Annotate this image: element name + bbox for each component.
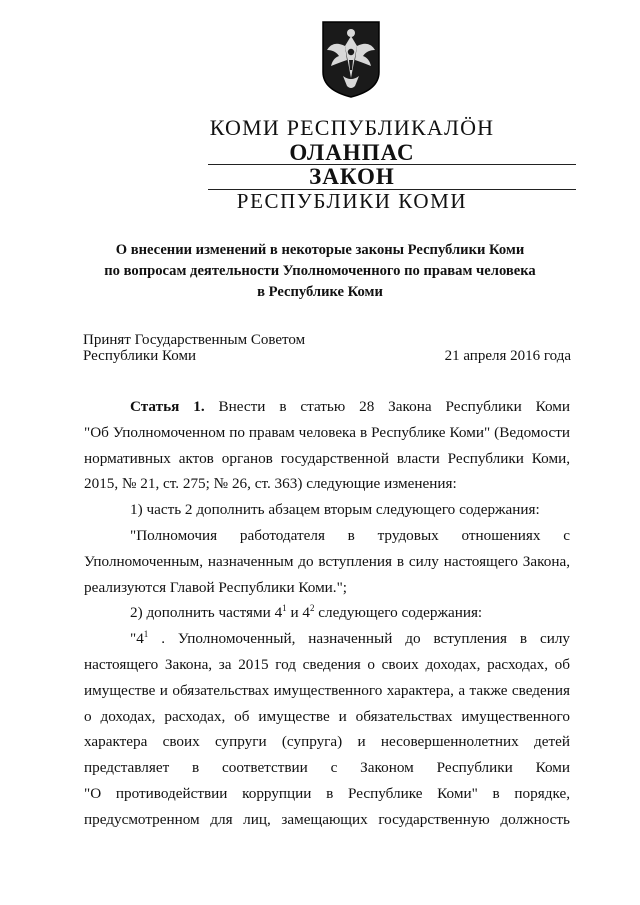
quote-line: предусмотренном для лиц, замещающих государственную должность [84,810,570,828]
superscript: 1 [143,629,149,640]
quote-line: о доходах, расходах, об имуществе и обязательствах имущественного [84,707,570,725]
quote-line: реализуются Главой Республики Коми."; [84,578,348,596]
quote-line: "Полномочия работодателя в трудовых отношениях с [130,526,570,544]
article-heading: Статья 1. [130,398,205,415]
quote-line: настоящего Закона, за 2015 год сведения о своих доходах, расходах, об [84,655,570,673]
zakon-heading: ЗАКОН [309,164,395,189]
article-text: Внести в статью 28 Закона Республики Коми [218,398,570,415]
law-title [40,240,600,303]
article-paragraph-line: 2015, № 21, ст. 275; № 26, ст. 363) следующие изменения: [84,475,457,493]
article-paragraph-line: "Об Уполномоченном по правам человека в Республике Коми" (Ведомости [84,423,570,441]
republic-komi-subtitle: РЕСПУБЛИКИ КОМИ [236,189,468,213]
amendment-item-2 [84,600,570,626]
quote-start [130,630,148,647]
superscript: 2 [310,603,315,614]
quote-line: имуществе и обязательствах имущественного характера, а также сведения [84,681,570,699]
superscript: 1 [282,603,287,614]
item-text: 2) дополнить частями 4 [130,604,283,622]
quote-text: "4 [130,630,144,648]
item-text: следующего содержания: [314,604,483,622]
amendment-item-1: 1) часть 2 дополнить абзацем вторым следующего содержания: [130,501,540,519]
article-paragraph-line [84,394,570,420]
article-paragraph-line: нормативных актов органов государственной власти Республики Коми, [84,449,570,467]
komi-republic-title: КОМИ РЕСПУБЛИКАЛӦН [209,115,495,140]
komi-coat-of-arms-icon [321,20,381,98]
law-title-line: в Республике Коми [257,284,383,300]
quote-line: характера своих супруги (супруга) и несовершеннолетних детей [84,733,570,751]
adopted-by-line: Республики Коми [83,348,196,364]
quote-line: "О противодействии коррупции в Республике Коми" в порядке, [84,784,570,802]
law-title-line: по вопросам деятельности Уполномоченного по правам человека [104,263,536,279]
adoption-date: 21 апреля 2016 года [444,348,571,364]
quote-line: Уполномоченным, назначенным до вступления в силу настоящего Закона, [84,552,570,570]
adopted-by-line: Принят Государственным Советом [83,332,306,348]
quote-line: представляет в соответствии с Законом Республики Коми [84,759,570,777]
law-title-line: О внесении изменений в некоторые законы Республики Коми [115,242,525,258]
quote-text: . Уполномоченный, назначенный до вступления в силу [161,630,570,648]
item-text: и 4 [286,604,310,622]
article-1-body [84,394,570,833]
quote-line [84,626,570,652]
olanpas-heading: ОЛАНПАС [289,140,415,165]
